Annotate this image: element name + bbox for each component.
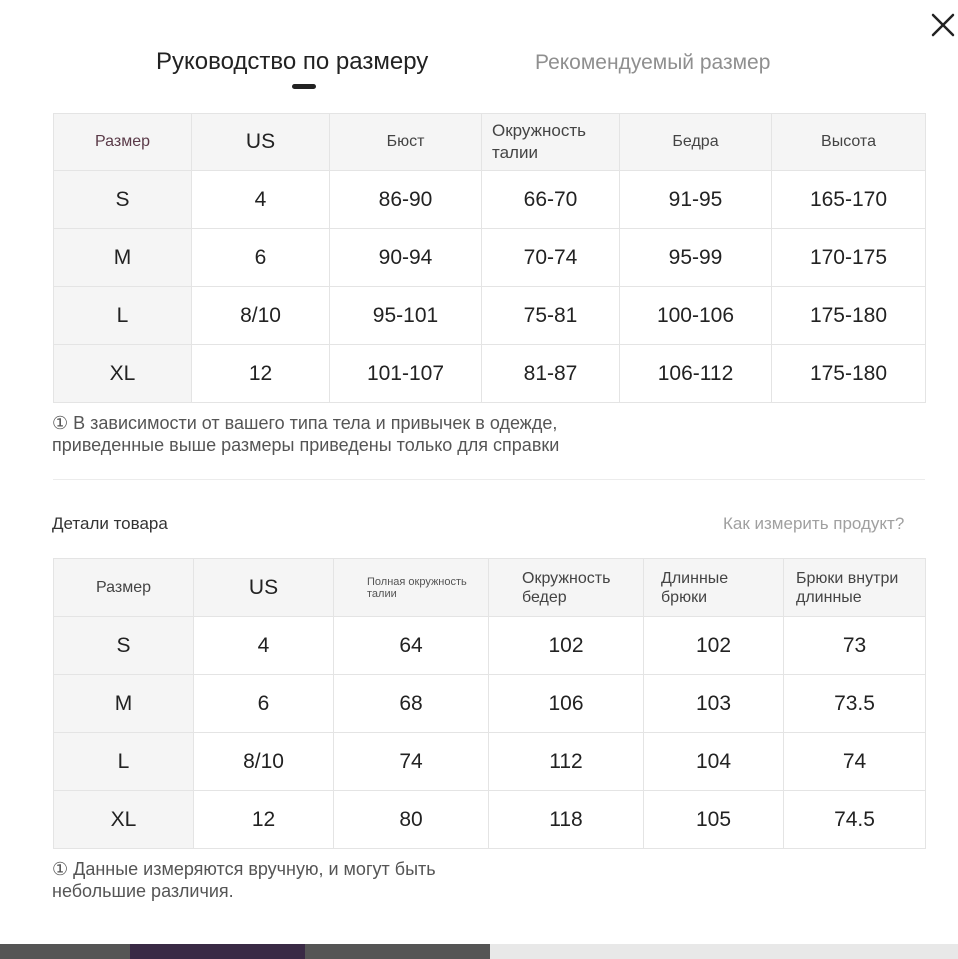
note-line: небольшие различия. [52,881,234,901]
table-cell: 91-95 [620,171,772,229]
table-cell: 86-90 [330,171,482,229]
size-label-cell: S [54,617,194,675]
table-row [54,345,926,403]
table-row [54,791,926,849]
table-cell: 102 [644,617,784,675]
table-row [54,733,926,791]
table-cell: 95-99 [620,229,772,287]
header-size: Размер [54,559,194,617]
table-cell: 73 [784,617,926,675]
close-button[interactable] [928,10,958,40]
tab-size-guide[interactable]: Руководство по размеру [156,48,429,75]
table-cell: 102 [489,617,644,675]
table-cell: 4 [194,617,334,675]
header-long-pants-line1: Длинные [661,569,729,587]
table-cell: 175-180 [772,345,926,403]
note-line: ① Данные измеряются вручную, и могут быть [52,859,436,879]
header-hips-line2: бедер [522,588,567,606]
table-row [54,229,926,287]
header-inseam-line1: Брюки внутри [796,569,899,587]
table-cell: 6 [194,675,334,733]
header-bust: Бюст [330,114,482,171]
table-cell: 105 [644,791,784,849]
table-cell: 12 [194,791,334,849]
table-cell: 112 [489,733,644,791]
header-full-waist-line1: Полная окружность [367,575,467,588]
table-cell: 12 [192,345,330,403]
table-cell: 8/10 [194,733,334,791]
table-cell: 95-101 [330,287,482,345]
header-us: US [194,559,334,617]
size-reference-note [52,412,559,456]
size-label-cell: L [54,287,192,345]
table-cell: 80 [334,791,489,849]
table-row [54,675,926,733]
table-cell: 106 [489,675,644,733]
table-cell: 68 [334,675,489,733]
table-cell: 74 [334,733,489,791]
size-chart-table [53,113,926,403]
header-inseam-line2: длинные [796,588,862,606]
header-full-waist-line2: талии [367,587,397,600]
header-size: Размер [54,114,192,171]
table-cell: 8/10 [192,287,330,345]
table-cell: 103 [644,675,784,733]
tab-recommended-size[interactable]: Рекомендуемый размер [535,51,771,74]
header-hips [489,559,644,617]
table-cell: 118 [489,791,644,849]
note-line: ① В зависимости от вашего типа тела и привычек в одежде, [52,413,558,433]
header-waist-line1: Окружность [492,121,586,140]
background-product-images [0,944,958,959]
note-line: приведенные выше размеры приведены только для справки [52,435,560,455]
header-full-waist [334,559,489,617]
table-cell: 73.5 [784,675,926,733]
header-long-pants [644,559,784,617]
header-us: US [192,114,330,171]
size-label-cell: XL [54,345,192,403]
header-inseam [784,559,926,617]
product-details-table [53,558,926,849]
table-row [54,287,926,345]
size-label-cell: XL [54,791,194,849]
close-icon [928,10,958,40]
table-cell: 4 [192,171,330,229]
table-cell: 101-107 [330,345,482,403]
table-header-row [54,114,926,171]
header-waist-line2: талии [492,143,538,162]
table-header-row [54,559,926,617]
product-image [490,944,958,959]
header-long-pants-line2: брюки [661,588,707,606]
product-image [130,944,305,959]
table-cell: 175-180 [772,287,926,345]
table-cell: 74.5 [784,791,926,849]
header-hips-line1: Окружность [522,569,611,587]
table-cell: 170-175 [772,229,926,287]
size-label-cell: M [54,675,194,733]
table-cell: 104 [644,733,784,791]
product-details-title: Детали товара [52,514,168,533]
table-cell: 75-81 [482,287,620,345]
header-hips: Бедра [620,114,772,171]
header-height: Высота [772,114,926,171]
active-tab-indicator [292,84,316,89]
table-cell: 64 [334,617,489,675]
table-row [54,617,926,675]
how-to-measure-link[interactable]: Как измерить продукт? [723,514,905,533]
table-cell: 74 [784,733,926,791]
header-waist [482,114,620,171]
table-cell: 106-112 [620,345,772,403]
table-cell: 100-106 [620,287,772,345]
size-label-cell: M [54,229,192,287]
table-cell: 165-170 [772,171,926,229]
manual-measurement-note [52,858,436,902]
table-cell: 81-87 [482,345,620,403]
section-divider [53,479,925,480]
table-row [54,171,926,229]
table-cell: 70-74 [482,229,620,287]
table-cell: 90-94 [330,229,482,287]
size-label-cell: L [54,733,194,791]
table-cell: 66-70 [482,171,620,229]
size-label-cell: S [54,171,192,229]
table-cell: 6 [192,229,330,287]
